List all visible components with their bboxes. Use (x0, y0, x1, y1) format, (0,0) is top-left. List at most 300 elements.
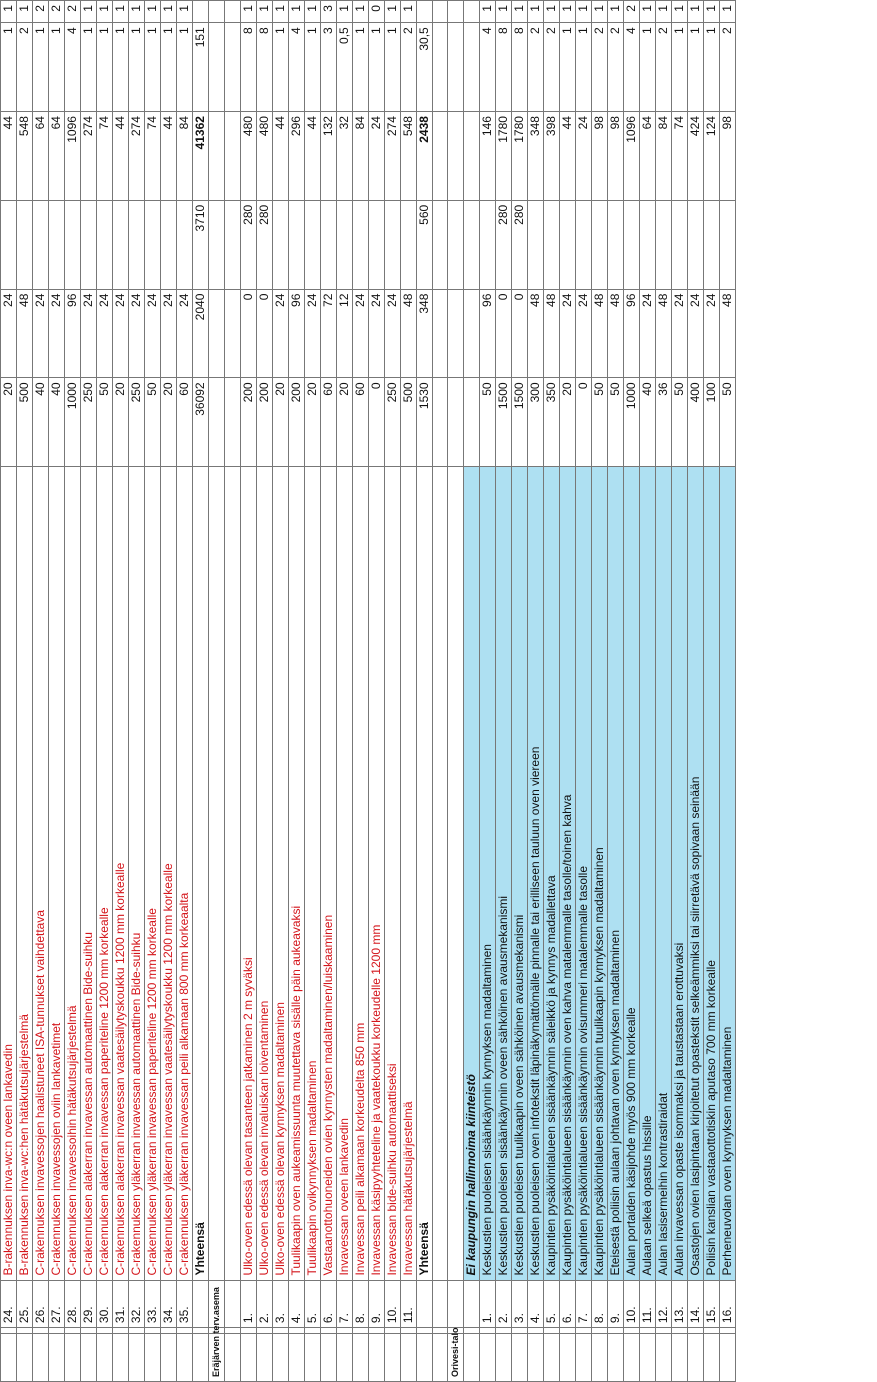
value-c2: 24 (161, 289, 177, 378)
value-c2: 48 (656, 289, 672, 378)
section-label (81, 1334, 97, 1382)
total-row (416, 1, 432, 1382)
row-description: C-rakennuksen yläkerran invavessan automaattinen Bide-suihku (129, 467, 145, 1280)
total-c1: 36092 (193, 378, 209, 467)
value-c6: 1 (272, 1, 288, 23)
spacer-cell (720, 1328, 736, 1334)
row-number: 2. (496, 1280, 512, 1328)
value-c5: 8 (512, 23, 528, 112)
value-c2: 12 (336, 289, 352, 378)
value-c6: 1 (512, 1, 528, 23)
row-number: 14. (688, 1280, 704, 1328)
section-label (65, 1334, 81, 1382)
spacer-cell (560, 1328, 576, 1334)
section-label (129, 1334, 145, 1382)
value-c3 (304, 200, 320, 289)
value-c1: 40 (33, 378, 49, 467)
row-description: Invavessan hätäkutsujärjestelmä (400, 467, 416, 1280)
value-c4: 480 (240, 112, 256, 201)
value-c5: 1 (161, 23, 177, 112)
value-c3 (656, 200, 672, 289)
value-c6: 1 (129, 1, 145, 23)
spacer-cell (592, 1328, 608, 1334)
value-cell (464, 378, 480, 467)
row-description: Tuulikaapin oven aukeamissuunta muutettava sisälle päin aukeavaksi (288, 467, 304, 1280)
value-c3 (17, 200, 33, 289)
value-c3 (368, 200, 384, 289)
total-c4: 41362 (193, 112, 209, 201)
value-c6: 1 (688, 1, 704, 23)
section-label (576, 1334, 592, 1382)
value-c3 (161, 200, 177, 289)
value-c1: 500 (17, 378, 33, 467)
empty-cell (432, 467, 448, 1280)
value-c4 (448, 112, 464, 201)
total-label: Yhteensä (416, 467, 432, 1280)
spacer-cell (528, 1328, 544, 1334)
table-row (560, 1, 576, 1382)
row-description: Aulan invavessan opaste isommaksi ja taustastaan erottuvaksi (672, 467, 688, 1280)
section-label (352, 1334, 368, 1382)
empty-cell (225, 378, 241, 467)
section-label (288, 1334, 304, 1382)
value-c1: 20 (304, 378, 320, 467)
value-c1: 60 (320, 378, 336, 467)
spacer-cell (177, 1328, 193, 1334)
row-number: 10. (384, 1280, 400, 1328)
value-c2: 24 (304, 289, 320, 378)
value-c5: 4 (480, 23, 496, 112)
value-c3 (49, 200, 65, 289)
value-c5: 2 (720, 23, 736, 112)
value-c1: 20 (113, 378, 129, 467)
total-c3: 3710 (193, 200, 209, 289)
row-description: C-rakennuksen alakerran invavessan automaattinen Bide-suihku (81, 467, 97, 1280)
value-c3: 280 (256, 200, 272, 289)
value-c4: 74 (145, 112, 161, 201)
table-row (256, 1, 272, 1382)
value-c5: 8 (240, 23, 256, 112)
value-c6: 1 (672, 1, 688, 23)
row-description (448, 467, 464, 1280)
value-c5: 1 (304, 23, 320, 112)
spacer-cell (352, 1328, 368, 1334)
spacer-cell (608, 1328, 624, 1334)
total-row (193, 1, 209, 1382)
value-c3 (336, 200, 352, 289)
value-c5: 1 (688, 23, 704, 112)
value-c6: 1 (81, 1, 97, 23)
value-c6: 1 (544, 1, 560, 23)
value-c4: 84 (177, 112, 193, 201)
total-c5: 151 (193, 23, 209, 112)
value-c5 (209, 23, 225, 112)
row-description (209, 467, 225, 1280)
section-label (480, 1334, 496, 1382)
empty-cell (432, 378, 448, 467)
spacer-cell (656, 1328, 672, 1334)
total-c6 (193, 1, 209, 23)
value-c3 (384, 200, 400, 289)
row-number: 10. (624, 1280, 640, 1328)
value-c3 (209, 200, 225, 289)
value-c3 (177, 200, 193, 289)
value-c5: 1 (113, 23, 129, 112)
value-c3: 280 (496, 200, 512, 289)
spacer-cell (49, 1328, 65, 1334)
value-c2: 24 (113, 289, 129, 378)
value-c4: 84 (656, 112, 672, 201)
value-c1: 0 (576, 378, 592, 467)
table-row (209, 1, 225, 1382)
value-c6: 1 (400, 1, 416, 23)
value-c2: 96 (65, 289, 81, 378)
empty-cell (432, 112, 448, 201)
table-row (1, 1, 17, 1382)
value-c1: 20 (336, 378, 352, 467)
row-number: 13. (672, 1280, 688, 1328)
table-row (512, 1, 528, 1382)
row-description: Perheneuvolan oven kynnyksen madaltaminen (720, 467, 736, 1280)
table-row (145, 1, 161, 1382)
spacer-cell (193, 1328, 209, 1334)
value-c6: 1 (17, 1, 33, 23)
value-c4: 44 (304, 112, 320, 201)
value-c3 (288, 200, 304, 289)
value-c5: 1 (672, 23, 688, 112)
row-description: Aulaan selkeä opastus hissille (640, 467, 656, 1280)
value-c2: 48 (17, 289, 33, 378)
spacer-cell (400, 1328, 416, 1334)
spacer-cell (304, 1328, 320, 1334)
value-c6: 1 (352, 1, 368, 23)
row-number: 9. (608, 1280, 624, 1328)
section-label: Eräjärven terv.asema (209, 1334, 225, 1382)
value-c3 (480, 200, 496, 289)
empty-cell (432, 1328, 448, 1334)
value-c2: 96 (624, 289, 640, 378)
table-row (304, 1, 320, 1382)
value-c3 (592, 200, 608, 289)
table-row (400, 1, 416, 1382)
value-c4: 44 (161, 112, 177, 201)
row-number: 7. (576, 1280, 592, 1328)
section-label (640, 1334, 656, 1382)
row-description: Kaupintien pysäköintialueen sisäänkäynnin ovisummeri matalemmalle tasolle (576, 467, 592, 1280)
table-row (113, 1, 129, 1382)
value-c5: 8 (256, 23, 272, 112)
value-c4: 274 (81, 112, 97, 201)
row-description: Invavessan bide-suihku automaattiseksi (384, 467, 400, 1280)
row-number: 5. (544, 1280, 560, 1328)
value-c4: 132 (320, 112, 336, 201)
section-label (720, 1334, 736, 1382)
spacer-cell (384, 1328, 400, 1334)
value-c5: 1 (97, 23, 113, 112)
value-c2: 48 (528, 289, 544, 378)
value-c5: 2 (400, 23, 416, 112)
empty-cell (225, 467, 241, 1280)
section-label (17, 1334, 33, 1382)
value-c5: 2 (544, 23, 560, 112)
table-row (704, 1, 720, 1382)
value-c6: 1 (256, 1, 272, 23)
value-c4: 24 (576, 112, 592, 201)
empty-cell (432, 200, 448, 289)
value-c3 (65, 200, 81, 289)
value-c3: 280 (512, 200, 528, 289)
spacer-cell (256, 1328, 272, 1334)
spacer-cell (336, 1328, 352, 1334)
value-c6: 2 (624, 1, 640, 23)
value-c1: 20 (560, 378, 576, 467)
value-c1: 40 (640, 378, 656, 467)
value-c4: 1780 (496, 112, 512, 201)
value-c1: 400 (688, 378, 704, 467)
value-c2: 24 (129, 289, 145, 378)
spacer-cell (320, 1328, 336, 1334)
section-label (416, 1334, 432, 1382)
value-c5: 8 (496, 23, 512, 112)
value-c5: 1 (33, 23, 49, 112)
spacer-cell (576, 1328, 592, 1334)
value-c5 (448, 23, 464, 112)
value-c2: 24 (384, 289, 400, 378)
table-row (576, 1, 592, 1382)
value-c6: 1 (704, 1, 720, 23)
section-label (1, 1334, 17, 1382)
value-c1: 1000 (65, 378, 81, 467)
spacer-cell (368, 1328, 384, 1334)
value-c2: 24 (640, 289, 656, 378)
row-number: 30. (97, 1280, 113, 1328)
empty-cell (432, 1, 448, 23)
section-label (320, 1334, 336, 1382)
table-row (49, 1, 65, 1382)
value-c4: 64 (33, 112, 49, 201)
value-c4 (209, 112, 225, 201)
empty-cell (432, 1280, 448, 1328)
value-c2: 24 (177, 289, 193, 378)
spacer-cell (113, 1328, 129, 1334)
empty-cell (225, 112, 241, 201)
value-c5: 2 (656, 23, 672, 112)
section-label (304, 1334, 320, 1382)
value-c6: 2 (49, 1, 65, 23)
table-row (81, 1, 97, 1382)
section-label (177, 1334, 193, 1382)
value-c2: 24 (97, 289, 113, 378)
section-label (400, 1334, 416, 1382)
value-c3 (352, 200, 368, 289)
section-label (113, 1334, 129, 1382)
row-number (448, 1280, 464, 1328)
spacer-cell (65, 1328, 81, 1334)
value-c4: 548 (17, 112, 33, 201)
row-description: Ulko-oven edessä olevan invaluiskan loiventaminen (256, 467, 272, 1280)
value-c5: 1 (272, 23, 288, 112)
row-description: C-rakennuksen yläkerran invavessan vaatesäilytyskoukku 1200 mm korkealle (161, 467, 177, 1280)
value-cell (464, 1, 480, 23)
value-c5: 4 (288, 23, 304, 112)
value-c5: 2 (528, 23, 544, 112)
section-label (672, 1334, 688, 1382)
spacer-cell (496, 1328, 512, 1334)
row-description: Eteisestä poliisin aulaan johtavan oven kynnyksen madaltaminen (608, 467, 624, 1280)
row-number: 1. (480, 1280, 496, 1328)
value-c1: 250 (81, 378, 97, 467)
spacer-cell (33, 1328, 49, 1334)
table-row (720, 1, 736, 1382)
section-label (704, 1334, 720, 1382)
value-c6: 1 (1, 1, 17, 23)
value-c1: 50 (720, 378, 736, 467)
section-label (33, 1334, 49, 1382)
value-c3 (576, 200, 592, 289)
value-c3 (688, 200, 704, 289)
value-c5: 1 (576, 23, 592, 112)
value-c1: 250 (384, 378, 400, 467)
value-c2: 48 (400, 289, 416, 378)
value-c1 (209, 378, 225, 467)
row-description: Keskustien puoleisen oven infotekstit läpinäkymättömälle pinnalle tai erilliseen tauluun oven viereen (528, 467, 544, 1280)
value-c1: 40 (49, 378, 65, 467)
value-c1: 20 (272, 378, 288, 467)
table-row (288, 1, 304, 1382)
value-c2: 48 (608, 289, 624, 378)
value-c2: 96 (480, 289, 496, 378)
value-c5: 4 (624, 23, 640, 112)
row-number: 28. (65, 1280, 81, 1328)
row-description: Ulko-oven edessä olevan kynnyksen madaltaminen (272, 467, 288, 1280)
value-c4: 274 (384, 112, 400, 201)
row-number: 1. (240, 1280, 256, 1328)
value-c3 (145, 200, 161, 289)
total-c6 (416, 1, 432, 23)
value-c4: 64 (640, 112, 656, 201)
value-c4: 98 (720, 112, 736, 201)
value-c2: 24 (576, 289, 592, 378)
value-c5: 0,5 (336, 23, 352, 112)
value-c3 (672, 200, 688, 289)
row-number: 2. (256, 1280, 272, 1328)
value-c1: 50 (608, 378, 624, 467)
value-c1: 350 (544, 378, 560, 467)
total-c3: 560 (416, 200, 432, 289)
spacer-cell (17, 1328, 33, 1334)
value-c2: 24 (704, 289, 720, 378)
empty-cell (432, 289, 448, 378)
table-row (177, 1, 193, 1382)
value-c5: 2 (592, 23, 608, 112)
value-c4: 424 (688, 112, 704, 201)
spacer-cell (640, 1328, 656, 1334)
empty-cell (225, 1280, 241, 1328)
value-c2: 0 (240, 289, 256, 378)
row-number (416, 1280, 432, 1328)
value-c1: 100 (704, 378, 720, 467)
row-number: 25. (17, 1280, 33, 1328)
value-c3 (81, 200, 97, 289)
value-c4: 480 (256, 112, 272, 201)
section-label (624, 1334, 640, 1382)
value-c6: 2 (33, 1, 49, 23)
row-description: Keskustien puoleisen sisäänkäynnin oveen sähköinen avausmekanismi (496, 467, 512, 1280)
value-c2 (209, 289, 225, 378)
value-c1: 20 (161, 378, 177, 467)
row-description: B-rakennuksen inva-wc:n oveen lankavedin (1, 467, 17, 1280)
row-description: Kaupintien pysäköintialueen sisäänkäynnin tuulikaapin kynnyksen madaltaminen (592, 467, 608, 1280)
spacer-cell (145, 1328, 161, 1334)
value-c2: 24 (49, 289, 65, 378)
value-c5: 4 (65, 23, 81, 112)
spacer-cell (288, 1328, 304, 1334)
value-c3 (448, 200, 464, 289)
row-description: Invavessan peili alkamaan korkeudelta 850 mm (352, 467, 368, 1280)
value-c2: 96 (288, 289, 304, 378)
table-row (272, 1, 288, 1382)
value-cell (464, 200, 480, 289)
table-row (544, 1, 560, 1382)
value-c6: 1 (592, 1, 608, 23)
value-c4: 98 (592, 112, 608, 201)
row-number: 5. (304, 1280, 320, 1328)
value-c3 (272, 200, 288, 289)
total-c4: 2438 (416, 112, 432, 201)
value-cell (464, 112, 480, 201)
value-c6: 1 (177, 1, 193, 23)
value-c6: 1 (336, 1, 352, 23)
value-c5: 2 (608, 23, 624, 112)
value-c5: 1 (704, 23, 720, 112)
spacer-cell (464, 1328, 480, 1334)
value-c2: 24 (145, 289, 161, 378)
row-description: Osastojen ovien lasipintaan kirjoitetut opastekstit selkeämmiksi tai siirretävä sopivaan seinään (688, 467, 704, 1280)
empty-row (432, 1, 448, 1382)
section-label (656, 1334, 672, 1382)
table-row (624, 1, 640, 1382)
value-c6: 1 (113, 1, 129, 23)
value-c2: 48 (544, 289, 560, 378)
value-c1: 60 (177, 378, 193, 467)
spacer-cell (1, 1328, 17, 1334)
value-c5: 1 (49, 23, 65, 112)
value-c5: 1 (368, 23, 384, 112)
section-label (368, 1334, 384, 1382)
section-label (336, 1334, 352, 1382)
total-c5: 30,5 (416, 23, 432, 112)
value-c2: 0 (256, 289, 272, 378)
value-c2 (448, 289, 464, 378)
row-description: Keskustien puoleisen tuulikaapin oveen sähköinen avausmekanismi (512, 467, 528, 1280)
value-c5: 1 (145, 23, 161, 112)
value-c6: 1 (560, 1, 576, 23)
row-description: C-rakennuksen yläkerran invavessan paperiteline 1200 mm korkealle (145, 467, 161, 1280)
value-c6: 1 (97, 1, 113, 23)
value-c3 (560, 200, 576, 289)
value-c2: 24 (81, 289, 97, 378)
table-row (672, 1, 688, 1382)
value-c6: 1 (608, 1, 624, 23)
section-label (560, 1334, 576, 1382)
row-number: 15. (704, 1280, 720, 1328)
row-number: 11. (400, 1280, 416, 1328)
table-row (368, 1, 384, 1382)
value-c2: 24 (352, 289, 368, 378)
value-c4: 44 (1, 112, 17, 201)
spacer-cell (416, 1328, 432, 1334)
total-c1: 1530 (416, 378, 432, 467)
